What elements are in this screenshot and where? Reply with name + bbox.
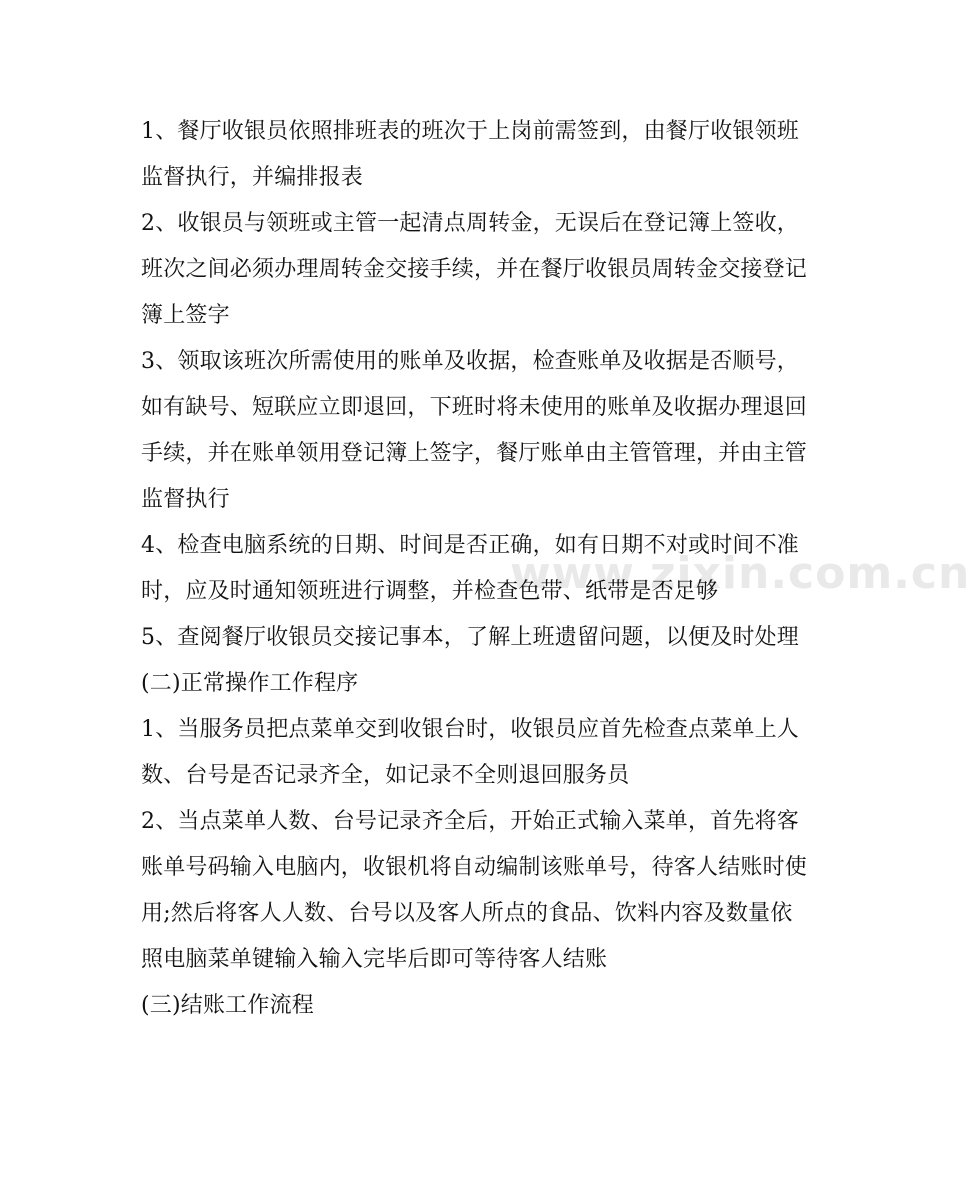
text-line: 1、餐厅收银员依照排班表的班次于上岗前需签到，由餐厅收银领班 bbox=[141, 119, 799, 144]
text-line: 数、台号是否记录齐全，如记录不全则退回服务员 bbox=[141, 763, 630, 788]
text-line: 1、当服务员把点菜单交到收银台时，收银员应首先检查点菜单上人 bbox=[141, 717, 799, 742]
section-heading: (二)正常操作工作程序 bbox=[141, 671, 359, 696]
text-line: 时，应及时通知领班进行调整，并检查色带、纸带是否足够 bbox=[141, 579, 719, 604]
text-line: 如有缺号、短联应立即退回，下班时将未使用的账单及收据办理退回 bbox=[141, 395, 808, 420]
text-line: 用;然后将客人人数、台号以及客人所点的食品、饮料内容及数量依 bbox=[141, 901, 793, 926]
text-line: 监督执行，并编排报表 bbox=[141, 165, 364, 190]
text-line: 3、领取该班次所需使用的账单及收据，检查账单及收据是否顺号， bbox=[141, 349, 799, 374]
text-line: 照电脑菜单键输入输入完毕后即可等待客人结账 bbox=[141, 947, 608, 972]
text-line: 5、查阅餐厅收银员交接记事本，了解上班遗留问题，以便及时处理 bbox=[141, 625, 799, 650]
text-line: 2、收银员与领班或主管一起清点周转金，无误后在登记簿上签收， bbox=[141, 211, 799, 236]
text-line: 4、检查电脑系统的日期、时间是否正确，如有日期不对或时间不准 bbox=[141, 533, 799, 558]
text-line: 手续，并在账单领用登记簿上签字，餐厅账单由主管管理，并由主管 bbox=[141, 441, 808, 466]
text-line: 簿上签字 bbox=[141, 303, 230, 328]
text-line: 2、当点菜单人数、台号记录齐全后，开始正式输入菜单，首先将客 bbox=[141, 809, 799, 834]
text-line: 账单号码输入电脑内，收银机将自动编制该账单号，待客人结账时使 bbox=[141, 855, 808, 880]
text-line: 监督执行 bbox=[141, 487, 230, 512]
text-line: 班次之间必须办理周转金交接手续，并在餐厅收银员周转金交接登记 bbox=[141, 257, 808, 282]
document-body bbox=[141, 118, 808, 1038]
section-heading: (三)结账工作流程 bbox=[141, 993, 314, 1018]
watermark: www.zixin.com.cn bbox=[510, 548, 970, 599]
